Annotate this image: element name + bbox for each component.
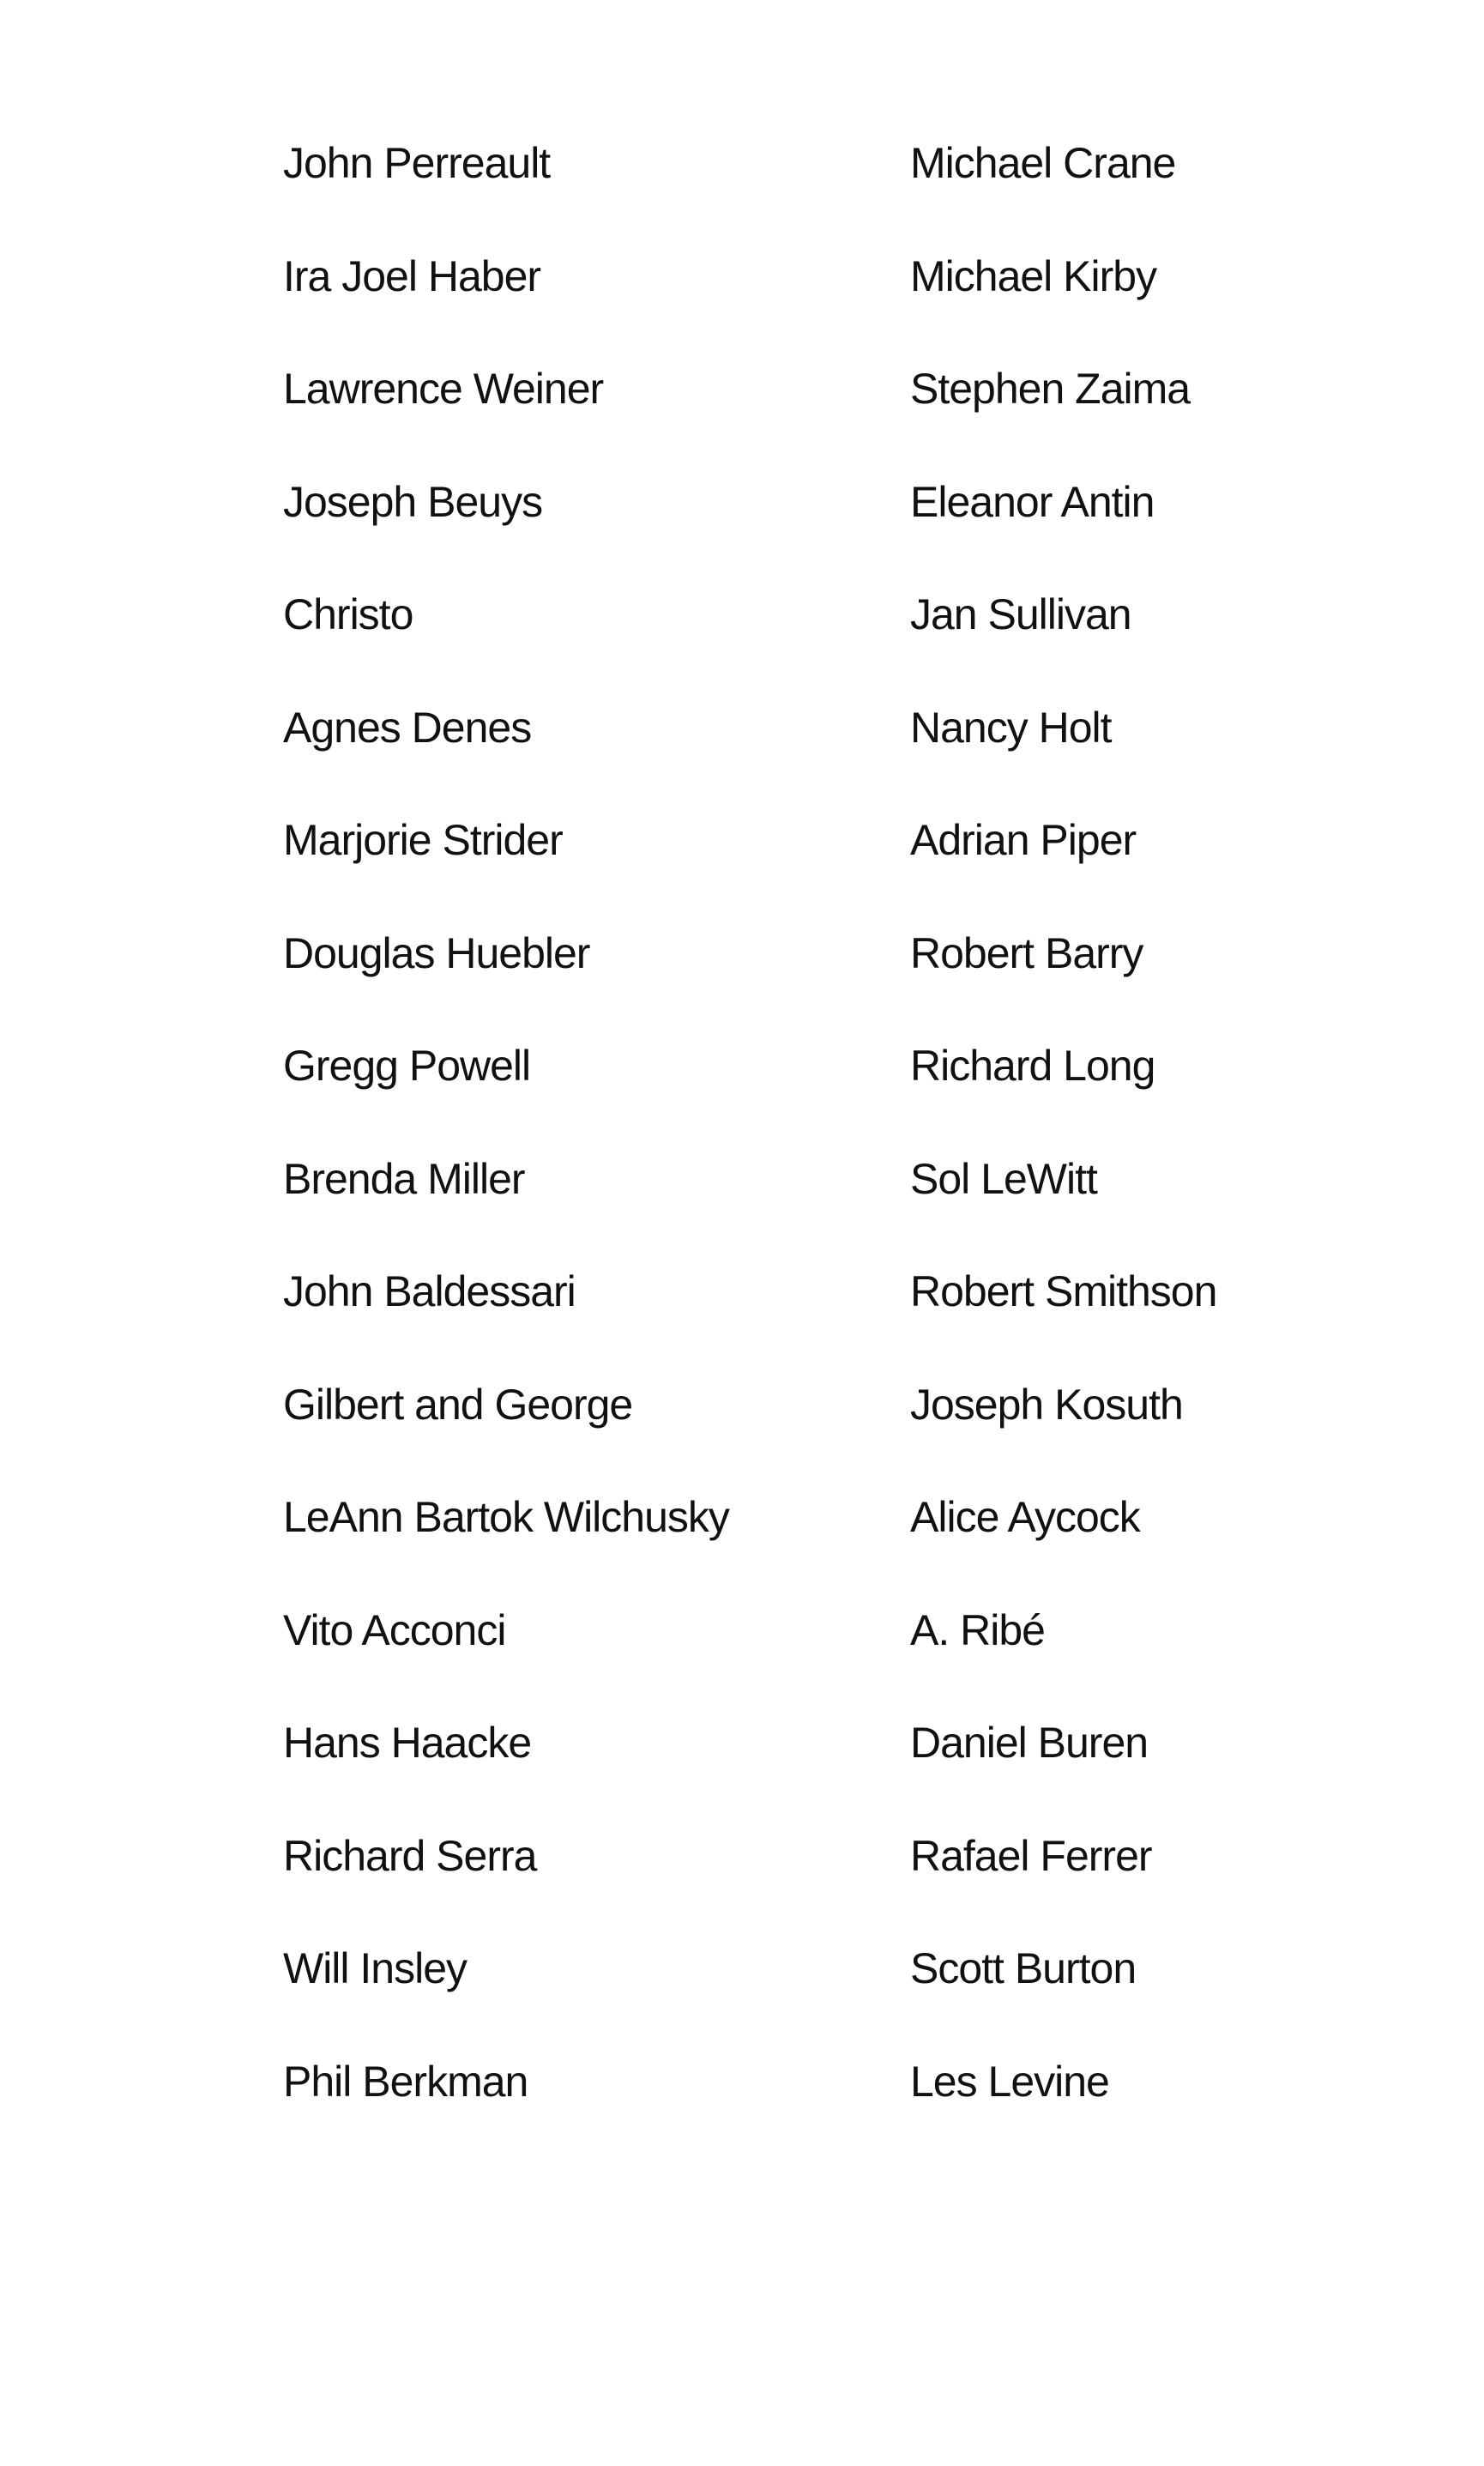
artist-name: Christo	[283, 590, 413, 638]
artist-name: John Baldessari	[283, 1267, 576, 1315]
artist-name: Robert Smithson	[910, 1267, 1217, 1315]
artist-name: Robert Barry	[910, 929, 1143, 977]
artist-name: LeAnn Bartok Wilchusky	[283, 1493, 729, 1541]
artist-name: Les Levine	[910, 2058, 1109, 2106]
artist-name: Michael Crane	[910, 139, 1176, 187]
artist-name: Richard Serra	[283, 1832, 537, 1880]
artist-name: Nancy Holt	[910, 704, 1112, 752]
artist-name: Phil Berkman	[283, 2058, 528, 2106]
artist-name: Eleanor Antin	[910, 478, 1155, 526]
artist-name: Ira Joel Haber	[283, 252, 541, 300]
artist-name: Jan Sullivan	[910, 590, 1131, 638]
artist-name: Douglas Huebler	[283, 929, 590, 977]
artist-name: A. Ribé	[910, 1606, 1045, 1654]
artist-name: Agnes Denes	[283, 704, 532, 752]
artist-name: Will Insley	[283, 1944, 468, 1992]
artist-name: Rafael Ferrer	[910, 1832, 1152, 1880]
artist-name: Brenda Miller	[283, 1155, 525, 1203]
artist-name: Joseph Kosuth	[910, 1381, 1183, 1429]
artist-name: Michael Kirby	[910, 252, 1157, 300]
artist-name: Alice Aycock	[910, 1493, 1140, 1541]
artist-name: Hans Haacke	[283, 1719, 532, 1767]
artist-name: Adrian Piper	[910, 816, 1137, 864]
artist-name: Gilbert and George	[283, 1381, 633, 1429]
artist-name: Scott Burton	[910, 1944, 1137, 1992]
artist-name: Marjorie Strider	[283, 816, 563, 864]
artist-name: Richard Long	[910, 1042, 1155, 1090]
artist-name: Gregg Powell	[283, 1042, 531, 1090]
artist-name: John Perreault	[283, 139, 551, 187]
artist-name: Joseph Beuys	[283, 478, 543, 526]
artist-name: Daniel Buren	[910, 1719, 1149, 1767]
artist-name: Sol LeWitt	[910, 1155, 1097, 1203]
artist-name: Lawrence Weiner	[283, 365, 604, 413]
artist-name: Vito Acconci	[283, 1606, 506, 1654]
artist-name: Stephen Zaima	[910, 365, 1191, 413]
